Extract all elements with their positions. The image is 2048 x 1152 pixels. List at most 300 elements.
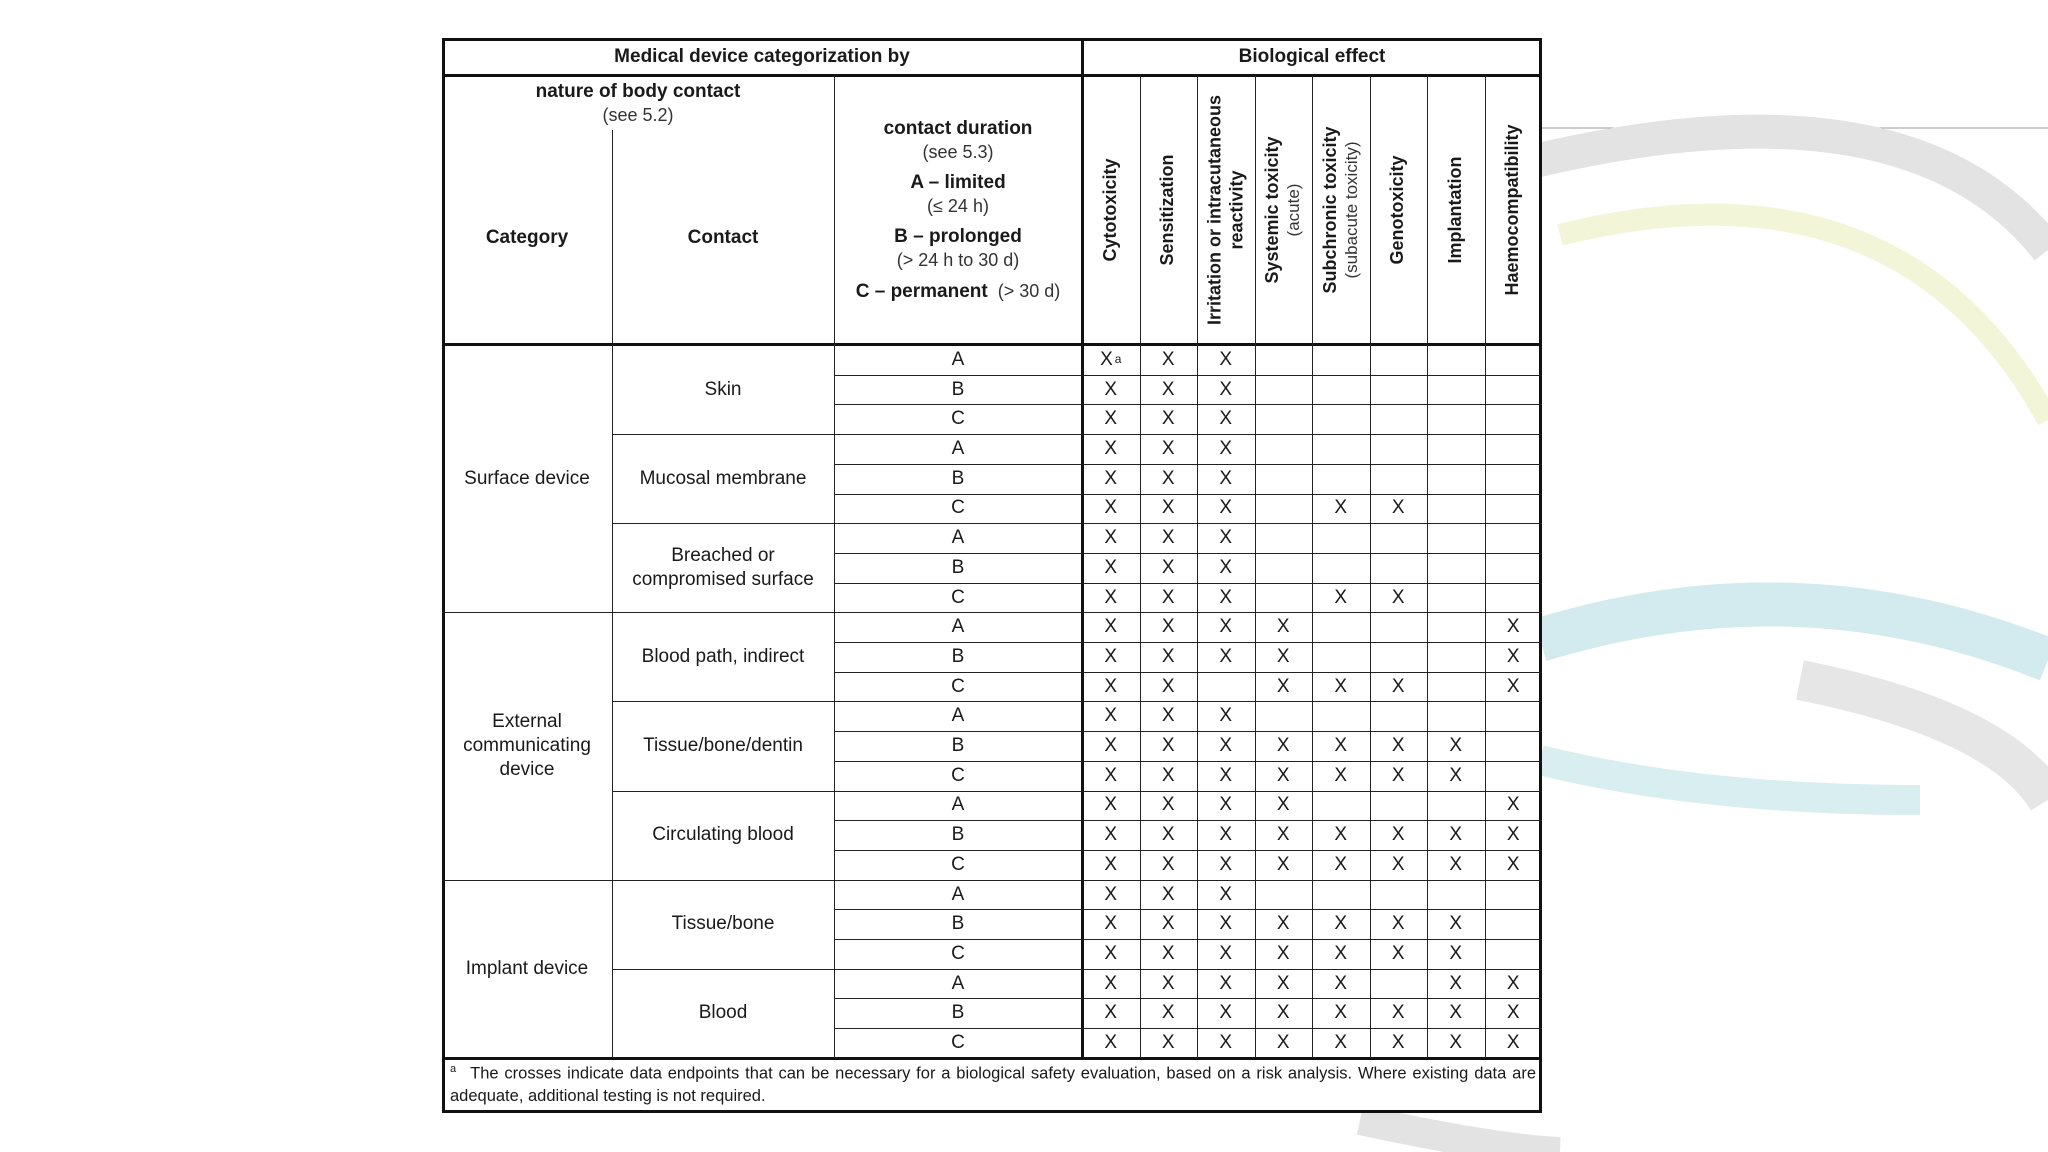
endpoint-mark <box>1197 880 1255 910</box>
mark-symbol: X <box>1391 824 1405 846</box>
duration-cell: C <box>951 586 965 608</box>
duration-cell: B <box>951 735 965 757</box>
mark-symbol: X <box>1161 794 1175 816</box>
duration-cell: B <box>951 1002 965 1024</box>
endpoint-mark <box>1082 553 1140 583</box>
categorization-group-header: Medical device categorization by <box>614 45 910 67</box>
mark-symbol: X <box>1161 853 1175 875</box>
contact-cell: Mucosal membrane <box>639 467 807 489</box>
endpoint-mark <box>1082 612 1140 642</box>
mark-symbol: X <box>1104 1002 1118 1024</box>
mark-symbol: X <box>1219 1002 1233 1024</box>
mark-symbol: X <box>1104 735 1118 757</box>
endpoint-mark <box>1485 612 1543 642</box>
endpoint-mark <box>1082 761 1140 791</box>
mark-symbol: X <box>1334 942 1348 964</box>
mark-symbol: X <box>1104 497 1118 519</box>
effect-name: Implantation <box>1444 156 1465 264</box>
mark-symbol: X <box>1449 735 1463 757</box>
mark-symbol: X <box>1506 1002 1520 1024</box>
mark-symbol: X <box>1104 853 1118 875</box>
effect-name: Systemic toxicity <box>1262 136 1283 284</box>
duration-a-range: (≤ 24 h) <box>927 195 989 216</box>
mark-symbol: X <box>1161 586 1175 608</box>
duration-cell: C <box>951 497 965 519</box>
endpoint-mark <box>1140 523 1198 553</box>
mark-symbol: X <box>1161 705 1175 727</box>
endpoint-mark <box>1485 791 1543 821</box>
mark-symbol: X <box>1104 972 1118 994</box>
endpoint-mark <box>1370 998 1428 1028</box>
endpoint-mark <box>1140 612 1198 642</box>
endpoint-mark <box>1197 761 1255 791</box>
effect-name: Genotoxicity <box>1387 155 1408 265</box>
endpoint-mark <box>1370 909 1428 939</box>
mark-symbol: X <box>1449 824 1463 846</box>
effect-subtitle: (subacute toxicity) <box>1341 141 1361 279</box>
mark-symbol: X <box>1104 764 1118 786</box>
endpoint-mark <box>1255 850 1313 880</box>
endpoint-mark <box>1197 939 1255 969</box>
category-column-header: Category <box>485 226 569 248</box>
endpoint-mark <box>1140 909 1198 939</box>
endpoint-mark <box>1255 731 1313 761</box>
duration-cell: A <box>951 705 965 727</box>
duration-cell: B <box>951 645 965 667</box>
endpoint-mark <box>1485 820 1543 850</box>
mark-symbol: X <box>1449 853 1463 875</box>
effect-header-label <box>1445 157 1467 264</box>
endpoint-mark <box>1370 672 1428 702</box>
effect-header-label <box>1320 126 1362 293</box>
mark-symbol: X <box>1219 794 1233 816</box>
endpoint-mark <box>1082 583 1140 613</box>
duration-ref: (see 5.3) <box>922 141 994 162</box>
endpoint-mark <box>1312 672 1370 702</box>
endpoint-mark <box>1312 939 1370 969</box>
effect-header <box>1427 75 1485 345</box>
mark-symbol: X <box>1161 438 1175 460</box>
endpoint-mark <box>1197 345 1255 375</box>
teal-arc <box>1540 604 2048 660</box>
endpoint-mark <box>1312 850 1370 880</box>
endpoint-mark <box>1140 672 1198 702</box>
endpoint-mark <box>1140 553 1198 583</box>
endpoint-mark <box>1140 850 1198 880</box>
endpoint-mark <box>1485 642 1543 672</box>
mark-symbol: X <box>1161 764 1175 786</box>
mark-symbol: X <box>1449 942 1463 964</box>
endpoint-mark <box>1312 820 1370 850</box>
contact-cell: Skin <box>704 378 742 400</box>
duration-cell: A <box>951 438 965 460</box>
mark-symbol: X <box>1391 853 1405 875</box>
mark-symbol: X <box>1219 467 1233 489</box>
endpoint-mark <box>1197 969 1255 999</box>
mark-symbol: X <box>1506 645 1520 667</box>
endpoint-mark <box>1485 969 1543 999</box>
effect-name: Subchronic toxicity <box>1319 126 1340 294</box>
mark-symbol: X <box>1161 348 1175 370</box>
contact-cell: Breached or compromised surface <box>632 544 814 590</box>
endpoint-mark <box>1197 731 1255 761</box>
mark-symbol: X <box>1161 675 1175 697</box>
endpoint-mark <box>1197 494 1255 524</box>
endpoint-mark <box>1082 791 1140 821</box>
endpoint-mark <box>1312 998 1370 1028</box>
endpoint-mark <box>1140 583 1198 613</box>
endpoint-mark <box>1312 761 1370 791</box>
endpoint-mark <box>1140 494 1198 524</box>
duration-cell: C <box>951 408 965 430</box>
endpoint-mark <box>1082 1028 1140 1058</box>
endpoint-mark <box>1197 375 1255 405</box>
endpoint-mark <box>1255 791 1313 821</box>
mark-symbol: X <box>1161 467 1175 489</box>
mark-symbol: X <box>1334 1002 1348 1024</box>
mark-symbol: X <box>1449 1032 1463 1054</box>
endpoint-mark <box>1082 642 1140 672</box>
footnote-marker: a <box>450 1063 457 1075</box>
duration-cell: A <box>951 972 965 994</box>
endpoint-mark <box>1082 939 1140 969</box>
duration-title: contact duration <box>883 117 1033 139</box>
endpoint-mark <box>1197 998 1255 1028</box>
mark-symbol: X <box>1104 556 1118 578</box>
duration-cell: A <box>951 794 965 816</box>
endpoint-mark <box>1140 820 1198 850</box>
duration-c-line <box>856 280 1061 304</box>
endpoint-mark <box>1370 850 1428 880</box>
mark-symbol: X <box>1161 645 1175 667</box>
effect-header <box>1485 75 1543 345</box>
mark-symbol: X <box>1104 616 1118 638</box>
endpoint-mark <box>1082 969 1140 999</box>
endpoint-mark <box>1082 464 1140 494</box>
effect-header-label <box>1157 154 1179 265</box>
duration-a-label: A – limited <box>910 172 1006 193</box>
effect-header-label <box>1502 124 1524 295</box>
mark-symbol: X <box>1161 824 1175 846</box>
contact-cell: Tissue/bone/dentin <box>643 735 803 757</box>
endpoint-mark <box>1140 939 1198 969</box>
duration-cell: B <box>951 556 965 578</box>
mark-symbol: X <box>1161 972 1175 994</box>
grey-arc-lower <box>1800 680 2048 800</box>
endpoint-mark <box>1485 850 1543 880</box>
endpoint-mark <box>1082 345 1140 375</box>
category-cell: Surface device <box>464 467 590 489</box>
mark-symbol: X <box>1104 527 1118 549</box>
endpoint-mark <box>1427 850 1485 880</box>
endpoint-mark <box>1082 820 1140 850</box>
mark-symbol: X <box>1334 824 1348 846</box>
endpoint-mark <box>1140 998 1198 1028</box>
mark-symbol: X <box>1219 972 1233 994</box>
endpoint-mark <box>1427 1028 1485 1058</box>
mark-symbol: X <box>1391 1002 1405 1024</box>
mark-symbol: X <box>1161 1032 1175 1054</box>
endpoint-mark <box>1140 345 1198 375</box>
endpoint-mark <box>1082 434 1140 464</box>
mark-symbol: X <box>1104 645 1118 667</box>
mark-symbol: X <box>1391 913 1405 935</box>
effect-header-label <box>1262 136 1304 283</box>
endpoint-mark <box>1140 1028 1198 1058</box>
endpoint-mark <box>1255 969 1313 999</box>
effect-header-label <box>1204 90 1247 330</box>
endpoint-mark <box>1255 761 1313 791</box>
mark-symbol: X <box>1219 527 1233 549</box>
endpoint-mark <box>1370 731 1428 761</box>
mark-symbol: X <box>1334 972 1348 994</box>
endpoint-mark <box>1197 553 1255 583</box>
mark-symbol: X <box>1219 705 1233 727</box>
endpoint-mark <box>1485 672 1543 702</box>
mark-symbol: X <box>1104 913 1118 935</box>
duration-cell: B <box>951 467 965 489</box>
contact-cell: Blood path, indirect <box>641 645 805 667</box>
effect-name: Cytotoxicity <box>1099 158 1120 262</box>
endpoint-mark <box>1370 583 1428 613</box>
endpoint-mark <box>1255 998 1313 1028</box>
mark-footnote-ref: a <box>1114 352 1122 367</box>
endpoint-mark <box>1140 642 1198 672</box>
endpoint-mark <box>1140 791 1198 821</box>
mark-symbol: X <box>1104 942 1118 964</box>
effect-header-label <box>1387 155 1409 264</box>
duration-cell: B <box>951 824 965 846</box>
duration-cell: A <box>951 348 965 370</box>
endpoint-mark <box>1370 820 1428 850</box>
endpoint-mark <box>1082 494 1140 524</box>
nature-of-contact-header <box>442 79 834 127</box>
endpoint-mark <box>1197 404 1255 434</box>
mark-symbol: X <box>1276 616 1290 638</box>
mark-symbol: X <box>1506 853 1520 875</box>
endpoint-mark <box>1197 612 1255 642</box>
mark-symbol: X <box>1161 556 1175 578</box>
mark-symbol: X <box>1219 645 1233 667</box>
duration-b-range: (> 24 h to 30 d) <box>896 250 1020 270</box>
duration-cell: B <box>951 378 965 400</box>
mark-symbol: X <box>1391 497 1405 519</box>
endpoint-mark <box>1140 375 1198 405</box>
mark-symbol: X <box>1506 675 1520 697</box>
mark-symbol: X <box>1391 586 1405 608</box>
endpoint-mark <box>1485 1028 1543 1058</box>
endpoint-mark <box>1140 701 1198 731</box>
mark-symbol: X <box>1276 1002 1290 1024</box>
mark-symbol: X <box>1161 616 1175 638</box>
endpoint-mark <box>1255 672 1313 702</box>
mark-symbol: X <box>1391 764 1405 786</box>
mark-symbol: X <box>1506 794 1520 816</box>
endpoint-mark <box>1082 523 1140 553</box>
mark-symbol: X <box>1104 705 1118 727</box>
duration-cell: A <box>951 616 965 638</box>
endpoint-mark <box>1197 909 1255 939</box>
endpoint-mark <box>1312 969 1370 999</box>
endpoint-mark <box>1197 701 1255 731</box>
contact-cell: Blood <box>698 1002 748 1024</box>
mark-symbol: X <box>1104 824 1118 846</box>
biological-effect-group-header: Biological effect <box>1238 45 1386 67</box>
effect-header-label <box>1100 158 1122 261</box>
duration-b-label: B – prolonged <box>894 226 1022 248</box>
mark-symbol: X <box>1276 913 1290 935</box>
endpoint-mark <box>1082 850 1140 880</box>
mark-symbol: X <box>1219 913 1233 935</box>
endpoint-mark <box>1427 969 1485 999</box>
table-footnote <box>450 1062 1536 1107</box>
endpoint-mark <box>1197 850 1255 880</box>
endpoint-mark <box>1197 464 1255 494</box>
contact-column-header: Contact <box>687 226 759 248</box>
endpoint-mark <box>1370 1028 1428 1058</box>
mark-symbol: X <box>1219 348 1233 370</box>
mark-symbol: X <box>1276 645 1290 667</box>
effect-header <box>1140 75 1198 345</box>
nature-ref: (see 5.2) <box>602 104 674 125</box>
mark-symbol: X <box>1276 942 1290 964</box>
mark-symbol: X <box>1219 616 1233 638</box>
mark-symbol: X <box>1276 764 1290 786</box>
mark-symbol: X <box>1219 497 1233 519</box>
endpoint-mark <box>1255 909 1313 939</box>
mark-symbol: X <box>1161 378 1175 400</box>
nature-title: nature of body contact <box>535 80 741 102</box>
duration-c-range: (> 30 d) <box>992 280 1061 301</box>
mark-symbol: X <box>1104 378 1118 400</box>
mark-symbol: X <box>1391 942 1405 964</box>
endpoint-mark <box>1140 404 1198 434</box>
endpoint-mark <box>1427 820 1485 850</box>
effect-header <box>1082 75 1140 345</box>
mark-symbol: X <box>1100 348 1113 370</box>
endpoint-mark <box>1427 998 1485 1028</box>
mark-symbol: X <box>1161 408 1175 430</box>
mark-symbol: X <box>1219 408 1233 430</box>
endpoint-mark <box>1312 731 1370 761</box>
category-cell: External communicating device <box>463 711 591 780</box>
mark-symbol: X <box>1219 378 1233 400</box>
mark-symbol: X <box>1219 735 1233 757</box>
mark-symbol: X <box>1219 438 1233 460</box>
endpoint-mark <box>1082 375 1140 405</box>
endpoint-mark <box>1197 642 1255 672</box>
mark-symbol: X <box>1219 556 1233 578</box>
endpoint-mark <box>1370 939 1428 969</box>
mark-symbol: X <box>1276 853 1290 875</box>
mark-symbol: X <box>1276 1032 1290 1054</box>
mark-symbol: X <box>1276 972 1290 994</box>
endpoint-mark <box>1140 880 1198 910</box>
mark-symbol: X <box>1334 586 1348 608</box>
endpoint-mark <box>1255 612 1313 642</box>
duration-cell: C <box>951 764 965 786</box>
mark-symbol: X <box>1219 883 1233 905</box>
mark-symbol: X <box>1334 853 1348 875</box>
endpoint-mark <box>1485 998 1543 1028</box>
endpoint-mark <box>1370 761 1428 791</box>
mark-symbol: X <box>1161 527 1175 549</box>
mark-symbol: X <box>1449 972 1463 994</box>
mark-symbol: X <box>1161 735 1175 757</box>
endpoint-mark <box>1312 1028 1370 1058</box>
mark-symbol: X <box>1161 942 1175 964</box>
mark-symbol: X <box>1334 913 1348 935</box>
mark-symbol: X <box>1334 735 1348 757</box>
mark-symbol: X <box>1219 764 1233 786</box>
mark-symbol: X <box>1449 913 1463 935</box>
mark-symbol: X <box>1219 824 1233 846</box>
mark-symbol: X <box>1104 438 1118 460</box>
duration-cell: A <box>951 527 965 549</box>
duration-cell: C <box>951 675 965 697</box>
endpoint-mark <box>1312 583 1370 613</box>
mark-symbol: X <box>1391 735 1405 757</box>
mark-symbol: X <box>1104 408 1118 430</box>
endpoint-mark <box>1197 523 1255 553</box>
endpoint-mark <box>1082 404 1140 434</box>
mark-symbol: X <box>1161 913 1175 935</box>
effect-header <box>1255 75 1313 345</box>
duration-cell: A <box>951 883 965 905</box>
effect-name: Irritation or intracutaneous reactivity <box>1204 94 1246 326</box>
mark-symbol: X <box>1276 675 1290 697</box>
endpoint-mark <box>1197 1028 1255 1058</box>
mark-symbol: X <box>1104 883 1118 905</box>
endpoint-mark <box>1255 820 1313 850</box>
mark-symbol: X <box>1506 972 1520 994</box>
duration-cell: C <box>951 853 965 875</box>
contact-duration-header <box>834 75 1082 345</box>
mark-symbol: X <box>1219 586 1233 608</box>
endpoint-mark <box>1312 909 1370 939</box>
endpoint-mark <box>1255 1028 1313 1058</box>
mark-symbol: X <box>1334 497 1348 519</box>
mark-symbol: X <box>1219 1032 1233 1054</box>
category-cell: Implant device <box>465 957 589 979</box>
teal-arc-lower <box>1540 760 1920 800</box>
mark-symbol: X <box>1276 735 1290 757</box>
mark-symbol: X <box>1161 883 1175 905</box>
mark-symbol: X <box>1104 1032 1118 1054</box>
mark-symbol: X <box>1104 794 1118 816</box>
endpoint-mark <box>1140 731 1198 761</box>
mark-symbol: X <box>1161 1002 1175 1024</box>
endpoint-mark <box>1255 939 1313 969</box>
endpoint-mark <box>1140 434 1198 464</box>
mark-symbol: X <box>1506 616 1520 638</box>
endpoint-mark <box>1255 642 1313 672</box>
mark-symbol: X <box>1391 1032 1405 1054</box>
mark-symbol: X <box>1391 675 1405 697</box>
grey-arc-bottom <box>1360 1120 1560 1152</box>
endpoint-mark <box>1082 672 1140 702</box>
endpoint-mark <box>1140 464 1198 494</box>
endpoint-mark <box>1370 494 1428 524</box>
duration-cell: C <box>951 1032 965 1054</box>
endpoint-mark <box>1312 494 1370 524</box>
mark-symbol: X <box>1104 586 1118 608</box>
endpoint-mark <box>1140 761 1198 791</box>
endpoint-mark <box>1082 731 1140 761</box>
endpoint-mark <box>1082 880 1140 910</box>
effect-header <box>1197 75 1255 345</box>
duration-c-label: C – permanent <box>855 280 988 302</box>
